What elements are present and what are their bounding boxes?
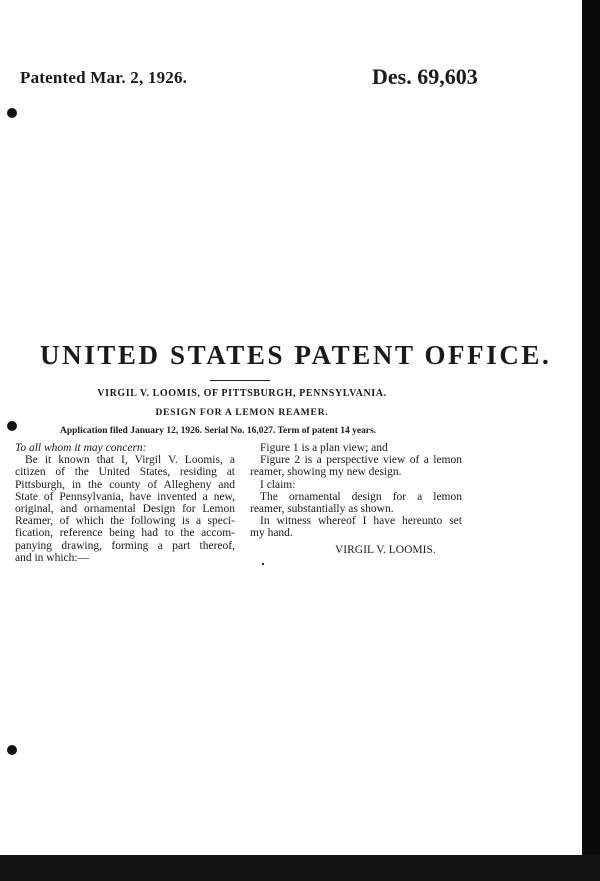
divider-rule — [210, 380, 270, 381]
office-title: UNITED STATES PATENT OFFICE. — [40, 340, 552, 370]
salutation: To all whom it may concern: — [15, 442, 147, 454]
text-line: State of Pennsylvania, have invented a new, — [15, 490, 235, 503]
text-line: The ornamental design for a lemon — [260, 490, 462, 503]
text-line: Reamer, of which the following is a speci- — [15, 515, 235, 528]
design-title: DESIGN FOR A LEMON REAMER. — [155, 408, 329, 418]
text-line: Be it known that I, Virgil V. Loomis, a — [25, 454, 235, 467]
patent-number: Des. 69,603 — [372, 64, 478, 89]
text-line: panying drawing, forming a part thereof, — [15, 539, 235, 552]
inventor-line: VIRGIL V. LOOMIS, OF PITTSBURGH, PENNSYLVANIA. — [97, 388, 387, 399]
text-line: In witness whereof I have hereunto set — [260, 515, 462, 528]
text-line: citizen of the United States, residing at — [15, 466, 235, 479]
left-column — [15, 442, 235, 564]
text-line: original, and ornamental Design for Lemon — [15, 503, 235, 516]
binding-hole-mark — [7, 745, 17, 755]
text-line: Figure 2 is a perspective view of a lemon — [260, 454, 462, 467]
binding-hole-mark — [7, 421, 17, 431]
text-line: reamer, showing my new design. — [250, 466, 402, 479]
right-column — [250, 442, 462, 540]
text-line: fication, reference being had to the accom- — [15, 527, 235, 540]
text-line: Figure 1 is a plan view; and — [260, 442, 388, 454]
scan-speck — [262, 563, 264, 565]
binding-hole-mark — [7, 108, 17, 118]
text-line: reamer, substantially as shown. — [250, 503, 394, 516]
scan-edge-bottom — [0, 855, 600, 881]
text-line: I claim: — [260, 478, 296, 491]
patented-date: Patented Mar. 2, 1926. — [20, 68, 188, 87]
application-line: Application filed January 12, 1926. Serial No. 16,027. Term of patent 14 years. — [60, 426, 377, 436]
text-line: and in which:— — [15, 551, 90, 564]
text-line: Pittsburgh, in the county of Allegheny and — [15, 478, 235, 491]
text-line: my hand. — [250, 527, 293, 540]
scan-edge-right — [582, 0, 600, 881]
signature: VIRGIL V. LOOMIS. — [335, 544, 436, 556]
